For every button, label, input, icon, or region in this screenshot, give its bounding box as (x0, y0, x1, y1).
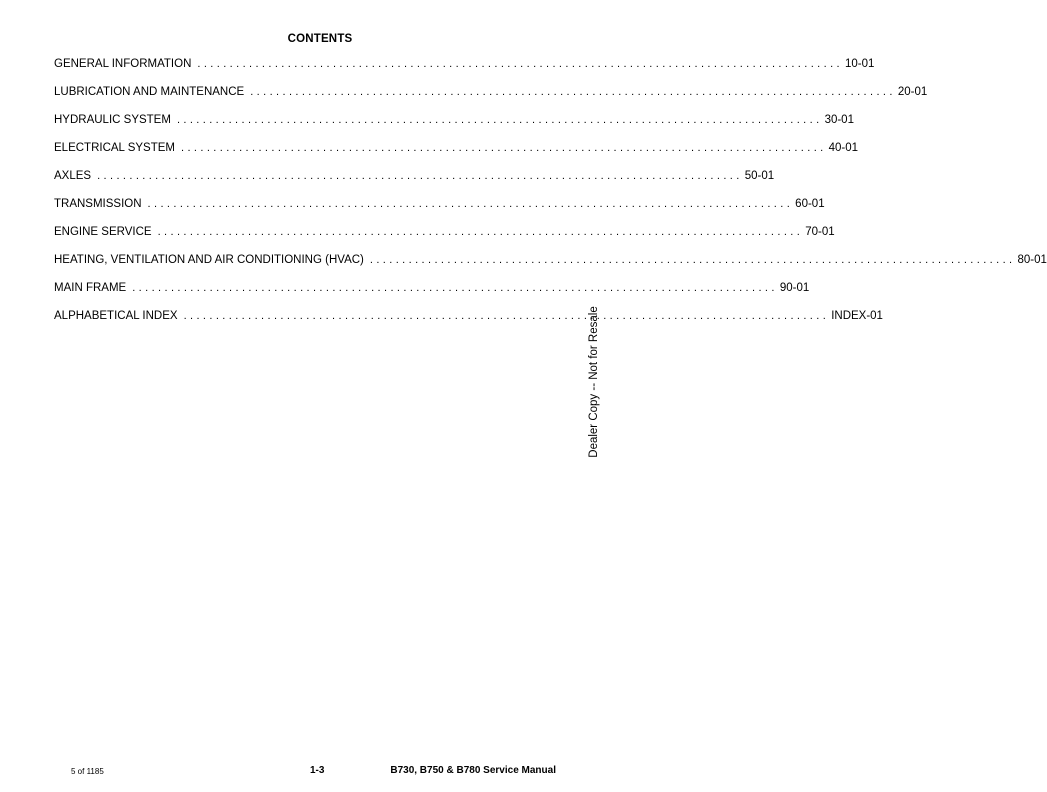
toc-entry-page[interactable]: 80-01 (1017, 254, 1047, 266)
toc-entry-hydraulic-system[interactable] (54, 114, 854, 142)
toc-entry-transmission[interactable] (54, 198, 825, 226)
toc-entry-page[interactable]: 60-01 (795, 198, 825, 210)
dot-leader: .................................................................................................... (369, 254, 1016, 266)
toc-entry-page[interactable]: 50-01 (744, 170, 775, 182)
dot-leader: .................................................................................................... (147, 198, 794, 210)
toc-entry-page[interactable]: 10-01 (845, 58, 875, 70)
toc-entry-general-information[interactable] (54, 58, 875, 86)
manual-title: B730, B750 & B780 Service Manual (390, 765, 556, 776)
toc-entry-page[interactable]: INDEX-01 (831, 310, 883, 322)
toc-entry-label[interactable]: MAIN FRAME (54, 282, 127, 294)
page-number: 1-3 (310, 765, 325, 776)
toc-entry-label[interactable]: AXLES (54, 170, 92, 182)
dot-leader: .................................................................................................... (183, 310, 830, 322)
toc-entry-page[interactable]: 90-01 (779, 282, 810, 294)
toc-entry-main-frame[interactable] (54, 282, 810, 310)
dealer-copy-watermark: Dealer Copy -- Not for Resale (588, 306, 600, 458)
dot-leader: .................................................................................................... (176, 114, 823, 126)
dot-leader: .................................................................................................... (250, 86, 896, 98)
toc-entry-hvac[interactable] (54, 254, 1047, 282)
toc-entry-lubrication-and-maintenance[interactable] (54, 86, 928, 114)
toc-entry-axles[interactable] (54, 170, 775, 198)
dot-leader: .................................................................................................... (97, 170, 743, 182)
toc-entry-label[interactable]: ALPHABETICAL INDEX (54, 310, 178, 322)
dot-leader: .................................................................................................... (157, 226, 804, 238)
toc-entry-label[interactable]: HYDRAULIC SYSTEM (54, 114, 171, 126)
toc-entry-label[interactable]: ELECTRICAL SYSTEM (54, 142, 175, 154)
dot-leader: .................................................................................................... (132, 282, 778, 294)
toc-entry-page[interactable]: 70-01 (805, 226, 835, 238)
toc-entry-engine-service[interactable] (54, 226, 835, 254)
table-of-contents (54, 58, 1047, 338)
toc-entry-alphabetical-index[interactable] (54, 310, 883, 338)
toc-entry-label[interactable]: ENGINE SERVICE (54, 226, 152, 238)
dot-leader: .................................................................................................... (197, 58, 843, 70)
pdf-page-counter: 5 of 1185 (71, 767, 104, 776)
toc-entry-label[interactable]: HEATING, VENTILATION AND AIR CONDITIONING (HVAC) (54, 254, 364, 266)
toc-entry-page[interactable]: 40-01 (828, 142, 859, 154)
toc-entry-page[interactable]: 20-01 (897, 86, 928, 98)
page-title: CONTENTS (287, 33, 353, 45)
toc-entry-label[interactable]: TRANSMISSION (54, 198, 142, 210)
toc-entry-label[interactable]: LUBRICATION AND MAINTENANCE (54, 86, 245, 98)
toc-entry-page[interactable]: 30-01 (824, 114, 854, 126)
dot-leader: .................................................................................................... (181, 142, 827, 154)
toc-entry-electrical-system[interactable] (54, 142, 859, 170)
toc-entry-label[interactable]: GENERAL INFORMATION (54, 58, 192, 70)
